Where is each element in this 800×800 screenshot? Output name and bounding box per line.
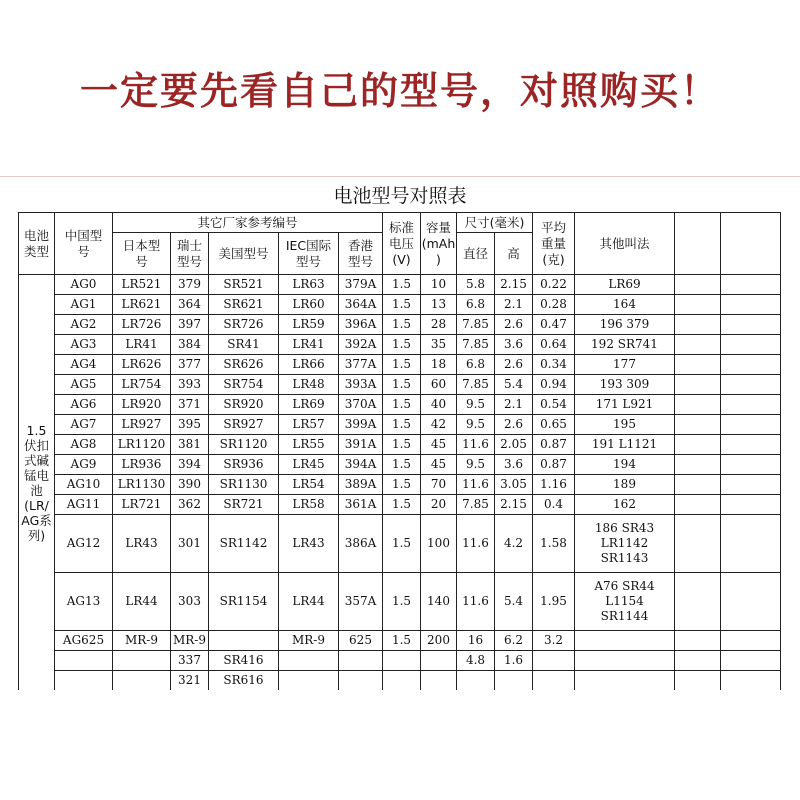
hk-model-cell: 393A [339, 375, 383, 395]
blank-cell [721, 631, 781, 651]
diameter-cell: 6.8 [457, 295, 495, 315]
blank-cell [675, 475, 721, 495]
header-size: 尺寸(毫米) [457, 213, 533, 233]
other-names-cell: 171 L921 [575, 395, 675, 415]
japan-model-cell: MR-9 [113, 631, 171, 651]
header-diameter: 直径 [457, 233, 495, 275]
weight-cell [533, 651, 575, 671]
china-model-cell: AG13 [55, 573, 113, 631]
height-cell: 2.15 [495, 275, 533, 295]
header-iec-model: IEC国际 型号 [279, 233, 339, 275]
china-model-cell: AG7 [55, 415, 113, 435]
capacity-cell: 140 [421, 573, 457, 631]
swiss-model-cell: 381 [171, 435, 209, 455]
voltage-cell: 1.5 [383, 395, 421, 415]
japan-model-cell: LR626 [113, 355, 171, 375]
height-cell: 5.4 [495, 375, 533, 395]
japan-model-cell: LR920 [113, 395, 171, 415]
weight-cell: 0.87 [533, 455, 575, 475]
japan-model-cell: LR721 [113, 495, 171, 515]
weight-cell: 0.65 [533, 415, 575, 435]
iec-model-cell: LR54 [279, 475, 339, 495]
table-row [19, 495, 781, 515]
china-model-cell: AG9 [55, 455, 113, 475]
weight-cell: 1.95 [533, 573, 575, 631]
blank-cell [721, 455, 781, 475]
height-cell: 6.2 [495, 631, 533, 651]
hk-model-cell: 389A [339, 475, 383, 495]
china-model-cell: AG5 [55, 375, 113, 395]
usa-model-cell: SR726 [209, 315, 279, 335]
page-bottom-whitespace [0, 690, 800, 800]
usa-model-cell: SR1120 [209, 435, 279, 455]
hk-model-cell: 377A [339, 355, 383, 375]
blank-cell [721, 355, 781, 375]
japan-model-cell: LR41 [113, 335, 171, 355]
other-names-cell: A76 SR44 L1154 SR1144 [575, 573, 675, 631]
weight-cell: 0.64 [533, 335, 575, 355]
diameter-cell: 11.6 [457, 475, 495, 495]
china-model-cell: AG8 [55, 435, 113, 455]
iec-model-cell: LR55 [279, 435, 339, 455]
weight-cell: 1.16 [533, 475, 575, 495]
voltage-cell: 1.5 [383, 375, 421, 395]
diameter-cell: 7.85 [457, 495, 495, 515]
blank-cell [721, 651, 781, 671]
japan-model-cell: LR44 [113, 573, 171, 631]
japan-model-cell: LR726 [113, 315, 171, 335]
other-names-cell [575, 651, 675, 671]
blank-cell [721, 415, 781, 435]
blank-cell [721, 515, 781, 573]
blank-cell [675, 375, 721, 395]
swiss-model-cell: 379 [171, 275, 209, 295]
height-cell: 3.05 [495, 475, 533, 495]
height-cell: 4.2 [495, 515, 533, 573]
swiss-model-cell: 377 [171, 355, 209, 375]
blank-cell [721, 671, 781, 691]
voltage-cell: 1.5 [383, 435, 421, 455]
other-names-cell: 191 L1121 [575, 435, 675, 455]
swiss-model-cell: 371 [171, 395, 209, 415]
other-names-cell [575, 671, 675, 691]
hk-model-cell: 396A [339, 315, 383, 335]
weight-cell: 0.28 [533, 295, 575, 315]
diameter-cell: 7.85 [457, 335, 495, 355]
table-row [19, 355, 781, 375]
japan-model-cell: LR521 [113, 275, 171, 295]
china-model-cell: AG1 [55, 295, 113, 315]
voltage-cell: 1.5 [383, 631, 421, 651]
other-names-cell: 162 [575, 495, 675, 515]
table-row [19, 631, 781, 651]
diameter-cell: 5.8 [457, 275, 495, 295]
capacity-cell [421, 651, 457, 671]
other-names-cell [575, 631, 675, 651]
diameter-cell: 11.6 [457, 573, 495, 631]
swiss-model-cell: 362 [171, 495, 209, 515]
other-names-cell: 164 [575, 295, 675, 315]
iec-model-cell: LR57 [279, 415, 339, 435]
iec-model-cell: LR48 [279, 375, 339, 395]
iec-model-cell [279, 651, 339, 671]
height-cell: 3.6 [495, 335, 533, 355]
japan-model-cell [113, 671, 171, 691]
swiss-model-cell: 397 [171, 315, 209, 335]
capacity-cell: 35 [421, 335, 457, 355]
iec-model-cell: MR-9 [279, 631, 339, 651]
swiss-model-cell: 321 [171, 671, 209, 691]
table-row [19, 671, 781, 691]
swiss-model-cell: 393 [171, 375, 209, 395]
blank-cell [675, 315, 721, 335]
china-model-cell: AG11 [55, 495, 113, 515]
blank-cell [675, 573, 721, 631]
height-cell: 3.6 [495, 455, 533, 475]
hk-model-cell: 379A [339, 275, 383, 295]
blank-cell [721, 315, 781, 335]
hk-model-cell: 399A [339, 415, 383, 435]
hk-model-cell: 391A [339, 435, 383, 455]
header-hk-model: 香港 型号 [339, 233, 383, 275]
capacity-cell: 40 [421, 395, 457, 415]
blank-cell [721, 295, 781, 315]
japan-model-cell: LR43 [113, 515, 171, 573]
swiss-model-cell: 394 [171, 455, 209, 475]
other-names-cell: 194 [575, 455, 675, 475]
battery-type-cell: 1.5 伏扣 式碱 锰电 池 (LR/ AG系 列) [19, 275, 55, 691]
purchase-warning-banner: 一定要先看自己的型号，对照购买！ [79, 69, 720, 113]
iec-model-cell: LR45 [279, 455, 339, 475]
usa-model-cell: SR721 [209, 495, 279, 515]
voltage-cell: 1.5 [383, 515, 421, 573]
other-names-cell: 195 [575, 415, 675, 435]
other-names-cell: 189 [575, 475, 675, 495]
divider-line [0, 176, 800, 177]
voltage-cell: 1.5 [383, 315, 421, 335]
blank-cell [675, 455, 721, 475]
weight-cell: 0.4 [533, 495, 575, 515]
height-cell: 2.1 [495, 295, 533, 315]
header-japan-model: 日本型 号 [113, 233, 171, 275]
voltage-cell: 1.5 [383, 455, 421, 475]
height-cell: 2.6 [495, 415, 533, 435]
table-row [19, 475, 781, 495]
voltage-cell: 1.5 [383, 295, 421, 315]
header-other-ref: 其它厂家参考编号 [113, 213, 383, 233]
hk-model-cell: 386A [339, 515, 383, 573]
iec-model-cell: LR69 [279, 395, 339, 415]
china-model-cell: AG3 [55, 335, 113, 355]
china-model-cell: AG6 [55, 395, 113, 415]
diameter-cell: 4.8 [457, 651, 495, 671]
height-cell: 2.6 [495, 355, 533, 375]
usa-model-cell: SR1142 [209, 515, 279, 573]
blank-cell [721, 573, 781, 631]
weight-cell: 0.94 [533, 375, 575, 395]
header-weight: 平均 重量 (克) [533, 213, 575, 275]
iec-model-cell: LR63 [279, 275, 339, 295]
blank-cell [675, 395, 721, 415]
voltage-cell [383, 671, 421, 691]
height-cell [495, 671, 533, 691]
hk-model-cell [339, 671, 383, 691]
table-row [19, 295, 781, 315]
blank-cell [721, 475, 781, 495]
other-names-cell: 193 309 [575, 375, 675, 395]
diameter-cell: 9.5 [457, 455, 495, 475]
diameter-cell: 11.6 [457, 515, 495, 573]
other-names-cell: 192 SR741 [575, 335, 675, 355]
swiss-model-cell: 337 [171, 651, 209, 671]
voltage-cell: 1.5 [383, 573, 421, 631]
weight-cell: 0.54 [533, 395, 575, 415]
table-row [19, 515, 781, 573]
iec-model-cell: LR41 [279, 335, 339, 355]
voltage-cell: 1.5 [383, 495, 421, 515]
japan-model-cell: LR1130 [113, 475, 171, 495]
swiss-model-cell: MR-9 [171, 631, 209, 651]
weight-cell: 0.87 [533, 435, 575, 455]
china-model-cell: AG4 [55, 355, 113, 375]
other-names-cell: 196 379 [575, 315, 675, 335]
blank-cell [675, 355, 721, 375]
table-row [19, 455, 781, 475]
height-cell: 2.05 [495, 435, 533, 455]
table-row [19, 375, 781, 395]
table-row [19, 335, 781, 355]
usa-model-cell: SR616 [209, 671, 279, 691]
other-names-cell: 177 [575, 355, 675, 375]
voltage-cell: 1.5 [383, 275, 421, 295]
japan-model-cell: LR927 [113, 415, 171, 435]
diameter-cell: 6.8 [457, 355, 495, 375]
weight-cell: 0.34 [533, 355, 575, 375]
battery-comparison-table [18, 212, 781, 691]
header-china-model: 中国型 号 [55, 213, 113, 275]
other-names-cell: LR69 [575, 275, 675, 295]
usa-model-cell: SR927 [209, 415, 279, 435]
header-usa-model: 美国型号 [209, 233, 279, 275]
height-cell: 2.15 [495, 495, 533, 515]
swiss-model-cell: 395 [171, 415, 209, 435]
hk-model-cell: 370A [339, 395, 383, 415]
height-cell: 2.6 [495, 315, 533, 335]
blank-cell [721, 335, 781, 355]
table-row [19, 435, 781, 455]
table-row [19, 415, 781, 435]
voltage-cell: 1.5 [383, 355, 421, 375]
hk-model-cell: 357A [339, 573, 383, 631]
capacity-cell: 100 [421, 515, 457, 573]
swiss-model-cell: 364 [171, 295, 209, 315]
blank-cell [675, 295, 721, 315]
japan-model-cell: LR1120 [113, 435, 171, 455]
capacity-cell [421, 671, 457, 691]
blank-cell [721, 395, 781, 415]
swiss-model-cell: 390 [171, 475, 209, 495]
japan-model-cell [113, 651, 171, 671]
diameter-cell: 7.85 [457, 375, 495, 395]
usa-model-cell: SR1130 [209, 475, 279, 495]
iec-model-cell [279, 671, 339, 691]
china-model-cell: AG12 [55, 515, 113, 573]
other-names-cell: 186 SR43 LR1142 SR1143 [575, 515, 675, 573]
swiss-model-cell: 301 [171, 515, 209, 573]
weight-cell: 0.22 [533, 275, 575, 295]
table-title: 电池型号对照表 [333, 185, 467, 207]
capacity-cell: 10 [421, 275, 457, 295]
hk-model-cell: 392A [339, 335, 383, 355]
table-row [19, 573, 781, 631]
hk-model-cell: 394A [339, 455, 383, 475]
japan-model-cell: LR936 [113, 455, 171, 475]
header-other-names: 其他叫法 [575, 213, 675, 275]
diameter-cell: 16 [457, 631, 495, 651]
blank-cell [675, 435, 721, 455]
hk-model-cell: 625 [339, 631, 383, 651]
capacity-cell: 45 [421, 435, 457, 455]
capacity-cell: 60 [421, 375, 457, 395]
iec-model-cell: LR44 [279, 573, 339, 631]
height-cell: 2.1 [495, 395, 533, 415]
usa-model-cell: SR41 [209, 335, 279, 355]
diameter-cell: 9.5 [457, 395, 495, 415]
usa-model-cell: SR521 [209, 275, 279, 295]
voltage-cell: 1.5 [383, 415, 421, 435]
china-model-cell: AG2 [55, 315, 113, 335]
diameter-cell: 11.6 [457, 435, 495, 455]
header-swiss-model: 瑞士 型号 [171, 233, 209, 275]
capacity-cell: 200 [421, 631, 457, 651]
usa-model-cell: SR920 [209, 395, 279, 415]
capacity-cell: 28 [421, 315, 457, 335]
blank-cell [675, 495, 721, 515]
weight-cell: 1.58 [533, 515, 575, 573]
blank-cell [675, 275, 721, 295]
table-row [19, 275, 781, 295]
header-blank-2 [721, 213, 781, 275]
swiss-model-cell: 384 [171, 335, 209, 355]
swiss-model-cell: 303 [171, 573, 209, 631]
iec-model-cell: LR66 [279, 355, 339, 375]
blank-cell [721, 275, 781, 295]
blank-cell [721, 375, 781, 395]
height-cell: 1.6 [495, 651, 533, 671]
voltage-cell: 1.5 [383, 335, 421, 355]
china-model-cell [55, 671, 113, 691]
header-battery-type: 电池 类型 [19, 213, 55, 275]
blank-cell [675, 415, 721, 435]
capacity-cell: 70 [421, 475, 457, 495]
voltage-cell [383, 651, 421, 671]
usa-model-cell: SR416 [209, 651, 279, 671]
china-model-cell: AG625 [55, 631, 113, 651]
japan-model-cell: LR621 [113, 295, 171, 315]
weight-cell: 3.2 [533, 631, 575, 651]
table-row [19, 395, 781, 415]
height-cell: 5.4 [495, 573, 533, 631]
iec-model-cell: LR60 [279, 295, 339, 315]
weight-cell: 0.47 [533, 315, 575, 335]
capacity-cell: 18 [421, 355, 457, 375]
voltage-cell: 1.5 [383, 475, 421, 495]
header-height: 高 [495, 233, 533, 275]
table-row [19, 315, 781, 335]
blank-cell [675, 651, 721, 671]
usa-model-cell: SR621 [209, 295, 279, 315]
china-model-cell [55, 651, 113, 671]
blank-cell [721, 495, 781, 515]
iec-model-cell: LR58 [279, 495, 339, 515]
hk-model-cell: 361A [339, 495, 383, 515]
usa-model-cell [209, 631, 279, 651]
usa-model-cell: SR626 [209, 355, 279, 375]
diameter-cell: 9.5 [457, 415, 495, 435]
blank-cell [675, 631, 721, 651]
iec-model-cell: LR43 [279, 515, 339, 573]
header-capacity: 容量 (mAh ) [421, 213, 457, 275]
blank-cell [675, 671, 721, 691]
blank-cell [675, 515, 721, 573]
weight-cell [533, 671, 575, 691]
blank-cell [675, 335, 721, 355]
china-model-cell: AG0 [55, 275, 113, 295]
diameter-cell: 7.85 [457, 315, 495, 335]
diameter-cell [457, 671, 495, 691]
usa-model-cell: SR1154 [209, 573, 279, 631]
capacity-cell: 13 [421, 295, 457, 315]
usa-model-cell: SR936 [209, 455, 279, 475]
hk-model-cell: 364A [339, 295, 383, 315]
china-model-cell: AG10 [55, 475, 113, 495]
japan-model-cell: LR754 [113, 375, 171, 395]
header-blank-1 [675, 213, 721, 275]
table-row [19, 651, 781, 671]
blank-cell [721, 435, 781, 455]
capacity-cell: 42 [421, 415, 457, 435]
capacity-cell: 20 [421, 495, 457, 515]
iec-model-cell: LR59 [279, 315, 339, 335]
hk-model-cell [339, 651, 383, 671]
header-voltage: 标准 电压 (V) [383, 213, 421, 275]
usa-model-cell: SR754 [209, 375, 279, 395]
capacity-cell: 45 [421, 455, 457, 475]
